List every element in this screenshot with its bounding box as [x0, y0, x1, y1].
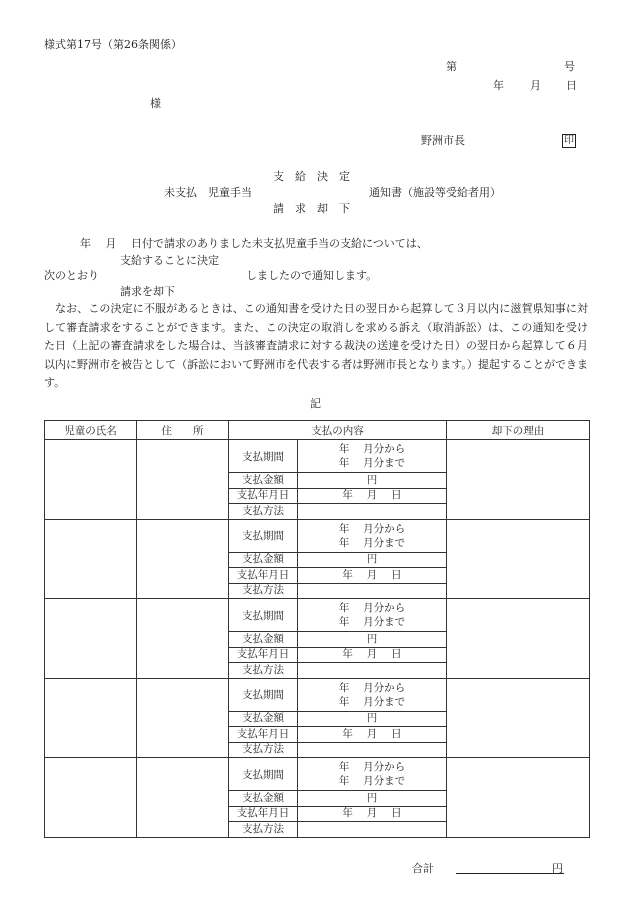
date-value[interactable]: 年 月 日	[298, 727, 447, 743]
total-amount-line[interactable]	[456, 873, 564, 874]
date-value[interactable]: 年 月 日	[298, 806, 447, 822]
title-option-top: 支 給 決 定	[273, 170, 350, 183]
table-row	[45, 678, 590, 711]
label-date: 支払年月日	[229, 727, 298, 743]
title-right: 通知書（施設等受給者用）	[369, 186, 501, 199]
title-option-bottom: 請 求 却 下	[273, 202, 350, 215]
title-left: 未支払 児童手当	[164, 186, 252, 199]
period-to: 年 月分まで	[338, 536, 406, 549]
doc-number-suffix: 号	[564, 60, 575, 73]
label-period: 支払期間	[229, 440, 298, 473]
label-amount: 支払金額	[229, 552, 298, 568]
method-value[interactable]	[298, 504, 447, 520]
ki-heading: 記	[310, 397, 321, 410]
amount-value[interactable]: 円	[298, 711, 447, 727]
addressee-suffix: 様	[150, 97, 161, 110]
method-value[interactable]	[298, 663, 447, 679]
table-row	[45, 440, 590, 473]
address-cell[interactable]	[137, 678, 229, 758]
amount-value[interactable]: 円	[298, 473, 447, 489]
reject-reason-cell[interactable]	[447, 678, 590, 758]
period-value[interactable]	[298, 758, 447, 791]
address-cell[interactable]	[137, 440, 229, 520]
reject-reason-cell[interactable]	[447, 440, 590, 520]
reject-reason-cell[interactable]	[447, 599, 590, 679]
body-intro: 年 月 日付で請求のありました未支払児童手当の支給については、	[80, 237, 428, 250]
label-amount: 支払金額	[229, 791, 298, 807]
amount-value[interactable]: 円	[298, 632, 447, 648]
method-value[interactable]	[298, 742, 447, 758]
issuer-title: 野洲市長	[421, 134, 465, 147]
header-child-name: 児童の氏名	[45, 421, 137, 440]
label-period: 支払期間	[229, 758, 298, 791]
child-name-cell[interactable]	[45, 678, 137, 758]
period-to: 年 月分まで	[338, 775, 406, 787]
address-cell[interactable]	[137, 599, 229, 679]
table-row	[45, 758, 590, 791]
period-from: 年 月分から	[338, 522, 406, 535]
period-value[interactable]	[298, 519, 447, 552]
table-row	[45, 599, 590, 632]
period-from: 年 月分から	[338, 681, 406, 694]
form-number: 様式第17号（第26条関係）	[44, 38, 182, 51]
header-reject-reason: 却下の理由	[447, 421, 590, 440]
body-option-approve: 支給することに決定	[120, 254, 219, 267]
period-from: 年 月分から	[338, 761, 406, 773]
seal-mark: 印	[564, 135, 574, 146]
period-from: 年 月分から	[338, 443, 406, 455]
header-payment-content: 支払の内容	[229, 421, 447, 440]
label-method: 支払方法	[229, 504, 298, 520]
reject-reason-cell[interactable]	[447, 519, 590, 599]
label-period: 支払期間	[229, 678, 298, 711]
total-unit: 円	[552, 862, 563, 875]
payment-table	[44, 420, 590, 838]
period-to: 年 月分まで	[338, 457, 406, 469]
label-period: 支払期間	[229, 519, 298, 552]
method-value[interactable]	[298, 583, 447, 599]
period-to: 年 月分まで	[338, 616, 406, 628]
period-value[interactable]	[298, 678, 447, 711]
label-method: 支払方法	[229, 822, 298, 838]
label-date: 支払年月日	[229, 806, 298, 822]
label-period: 支払期間	[229, 599, 298, 632]
address-cell[interactable]	[137, 758, 229, 838]
label-amount: 支払金額	[229, 473, 298, 489]
reject-reason-cell[interactable]	[447, 758, 590, 838]
header-address: 住 所	[137, 421, 229, 440]
child-name-cell[interactable]	[45, 758, 137, 838]
date-day: 日	[566, 79, 577, 92]
label-amount: 支払金額	[229, 632, 298, 648]
child-name-cell[interactable]	[45, 519, 137, 599]
date-value[interactable]: 年 月 日	[298, 647, 447, 663]
table-row	[45, 519, 590, 552]
date-month: 月	[530, 79, 541, 92]
label-amount: 支払金額	[229, 711, 298, 727]
method-value[interactable]	[298, 822, 447, 838]
address-cell[interactable]	[137, 519, 229, 599]
body-option-reject: 請求を却下	[120, 285, 175, 298]
date-value[interactable]: 年 月 日	[298, 488, 447, 504]
doc-number-prefix: 第	[446, 60, 457, 73]
period-value[interactable]	[298, 440, 447, 473]
label-method: 支払方法	[229, 583, 298, 599]
label-date: 支払年月日	[229, 568, 298, 584]
label-method: 支払方法	[229, 742, 298, 758]
label-method: 支払方法	[229, 663, 298, 679]
date-value[interactable]: 年 月 日	[298, 568, 447, 584]
period-to: 年 月分まで	[338, 695, 406, 708]
period-from: 年 月分から	[338, 602, 406, 614]
table-header-row	[45, 421, 590, 440]
child-name-cell[interactable]	[45, 440, 137, 520]
label-date: 支払年月日	[229, 488, 298, 504]
total-label: 合計	[412, 862, 434, 875]
body-lead: 次のとおり	[44, 269, 99, 282]
notice-paragraph: なお、この決定に不服があるときは、この通知書を受けた日の翌日から起算して３月以内に滋賀県知事に対して審査請求をすることができます。また、この決定の取消しを求める訴え（取消訴訟）は、この通知を受けた日（上記の審査請求をした場合は、当該審査請求に対する裁決の送達を受けた日）の翌日から起算して６月以内に野洲市を被告として（訴訟において野洲市を代表する者は野洲市長となります。）提起することができます。	[44, 302, 588, 389]
amount-value[interactable]: 円	[298, 791, 447, 807]
label-date: 支払年月日	[229, 647, 298, 663]
body-tail: しましたので通知します。	[246, 269, 378, 282]
amount-value[interactable]: 円	[298, 552, 447, 568]
period-value[interactable]	[298, 599, 447, 632]
date-year: 年	[493, 79, 504, 92]
child-name-cell[interactable]	[45, 599, 137, 679]
